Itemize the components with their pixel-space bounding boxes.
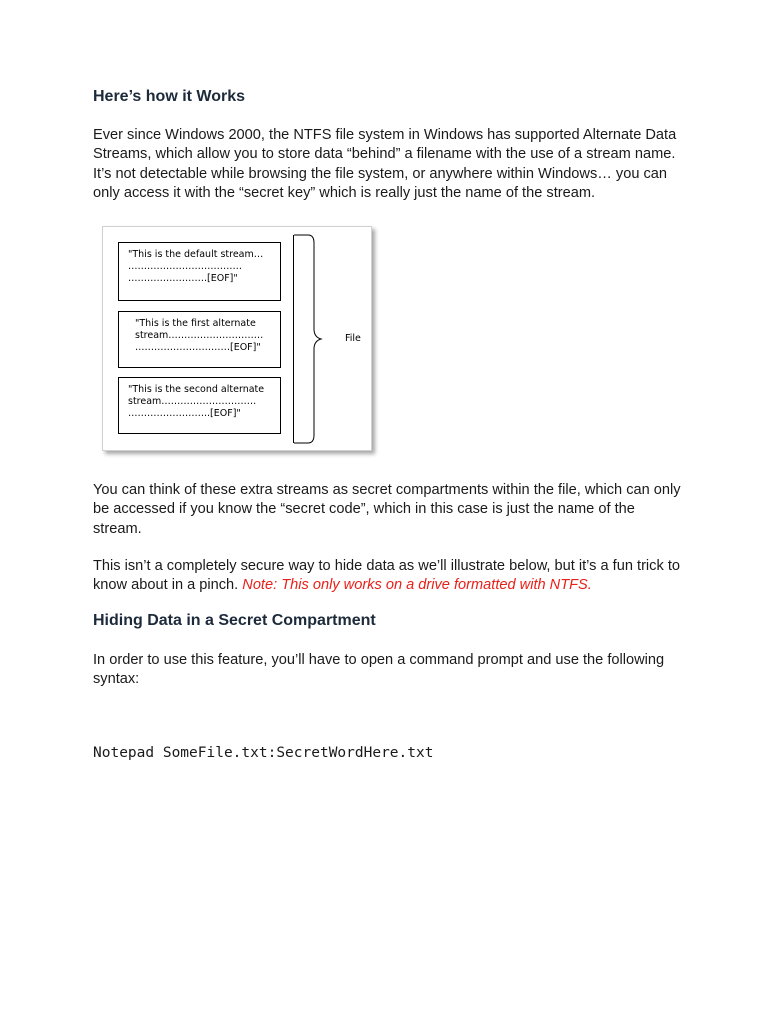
default-stream-box: "This is the default stream… ……………………………… …………………….[EOF]" bbox=[118, 242, 281, 301]
section-heading-hiding-data: Hiding Data in a Secret Compartment bbox=[93, 612, 376, 629]
ntfs-note: Note: This only works on a drive formatted with NTFS. bbox=[242, 577, 592, 594]
intro-text-b: which allow you to store data “behind” a filename with the use of a stream name. It’s not detectable while browsing the file system, or anywhere within Windows… you can only access it with the “secret key” which is really just the name of the stream. bbox=[93, 146, 676, 201]
alternate-data-streams-link[interactable]: Alternate Data Streams, bbox=[93, 127, 677, 163]
first-alternate-stream-box: "This is the first alternate stream………………………… …………………………[EOF]" bbox=[118, 311, 281, 368]
syntax-intro-paragraph: In order to use this feature, you’ll have to open a command prompt and use the following syntax: bbox=[93, 652, 665, 688]
file-brace bbox=[294, 233, 334, 445]
second-alternate-stream-box: "This is the second alternate stream………………………… ……………………..[EOF]" bbox=[118, 377, 281, 434]
file-label: File bbox=[345, 333, 361, 344]
intro-paragraph bbox=[93, 126, 683, 203]
security-text: This isn’t a completely secure way to hide data as we’ll illustrate below, but it’s a fun trick to know about in a pinch. bbox=[93, 558, 680, 594]
command-syntax: Notepad SomeFile.txt:SecretWordHere.txt bbox=[93, 745, 434, 761]
intro-text-a: Ever since Windows 2000, the NTFS file system in Windows has supported bbox=[93, 127, 583, 143]
compartments-paragraph: You can think of these extra streams as secret compartments within the file, which can only be accessed if you know the “secret code”, which in this case is just the name of the stream. bbox=[93, 482, 681, 537]
data-streams-diagram bbox=[102, 226, 372, 451]
section-heading-how-it-works: Here’s how it Works bbox=[93, 88, 246, 105]
security-paragraph bbox=[93, 557, 683, 596]
